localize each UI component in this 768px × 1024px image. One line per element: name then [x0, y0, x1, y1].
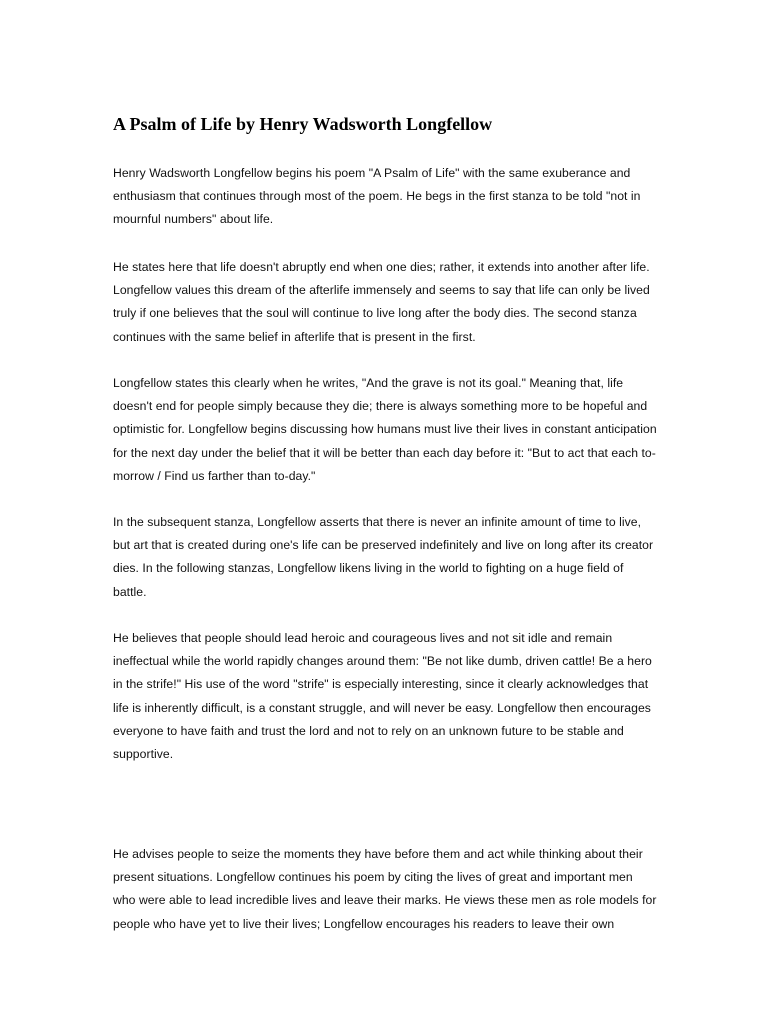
paragraph-5: He believes that people should lead heroic and courageous lives and not sit idle and remain ineffectual while the world rapidly changes around them: "Be not like dumb, driven cattle! Be a hero in the strife!" His use of the word "strife" is especially interesting, since it clearly acknowledges that life is inherently difficult, is a constant struggle, and will never be easy. Longfellow then encourages everyone to have faith and trust the lord and not to rely on an unknown future to be stable and supportive.: [113, 631, 652, 762]
document-title: A Psalm of Life by Henry Wadsworth Longfellow: [113, 114, 493, 134]
paragraph-2: He states here that life doesn't abruptly end when one dies; rather, it extends into another after life. Longfellow values this dream of the afterlife immensely and seems to say that life can only be lived truly if one believes that the soul will continue to live long after the body dies. The second stanza continues with the same belief in afterlife that is present in the first.: [113, 260, 650, 344]
paragraph-6: He advises people to seize the moments they have before them and act while thinking about their present situations. Longfellow continues his poem by citing the lives of great and important men who were able to lead incredible lives and leave their marks. He views these men as role models for people who have yet to live their lives; Longfellow encourages his readers to leave their own: [113, 847, 657, 931]
paragraph-4: In the subsequent stanza, Longfellow asserts that there is never an infinite amount of time to live, but art that is created during one's life can be preserved indefinitely and live on long after its creator dies. In the following stanzas, Longfellow likens living in the world to fighting on a huge field of battle.: [113, 515, 654, 599]
paragraph-3: Longfellow states this clearly when he writes, "And the grave is not its goal." Meaning that, life doesn't end for people simply because they die; there is always something more to be hopeful and optimistic for. Longfellow begins discussing how humans must live their lives in constant anticipation for the next day under the belief that it will be better than each day before it: "But to act that each to-morrow / Find us farther than to-day.": [113, 376, 657, 483]
paragraph-1: Henry Wadsworth Longfellow begins his poem "A Psalm of Life" with the same exuberance and enthusiasm that continues through most of the poem. He begs in the first stanza to be told "not in mournful numbers" about life.: [113, 166, 641, 227]
